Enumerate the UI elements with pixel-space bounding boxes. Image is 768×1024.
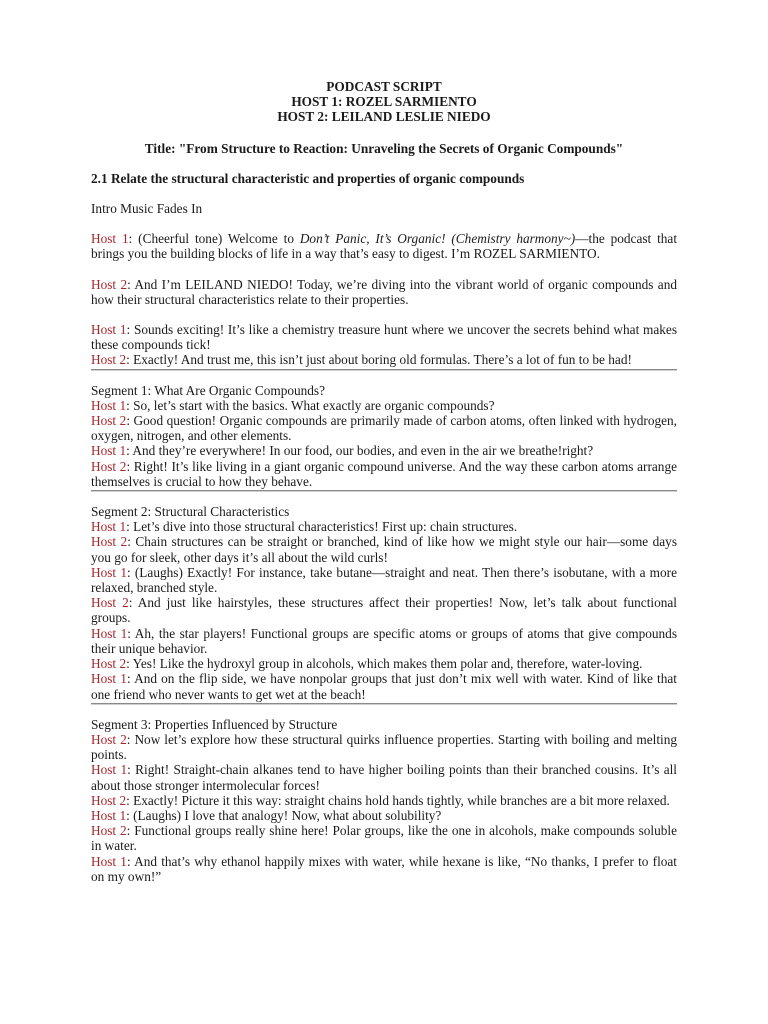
dialogue-line — [91, 808, 677, 823]
intro-line-4 — [91, 352, 677, 367]
speaker-label: Host 2 — [91, 656, 127, 672]
show-name: Don’t Panic, It’s Organic! (Chemistry harmony~) — [299, 231, 576, 247]
speaker-label: Host 2 — [91, 731, 127, 747]
dialogue-text: : Right! It’s like living in a giant organic compound universe. And the way these carbon atoms arrange themselves is crucial to how they behave. — [91, 458, 678, 489]
dialogue-text: : (Laughs) Exactly! For instance, take butane—straight and neat. Then there’s isobutane, with a more relaxed, branched style. — [91, 564, 678, 596]
intro-line-1 — [91, 231, 677, 261]
segment-divider — [91, 490, 677, 492]
speaker-label: Host 1 — [91, 519, 127, 535]
header-host-1: HOST 1: ROZEL SARMIENTO — [291, 94, 477, 110]
dialogue-text: : And I’m LEILAND NIEDO! Today, we’re diving into the vibrant world of organic compounds and how their structural characteristics relate to their properties. — [91, 276, 677, 307]
speaker-label: Host 2 — [91, 792, 127, 808]
speaker-label: Host 1 — [91, 671, 127, 687]
header-title: PODCAST SCRIPT — [326, 79, 442, 94]
dialogue-text: : And on the flip side, we have nonpolar groups that just don’t mix well with water. Kind of like that one friend who never wants to get wet at the beach! — [91, 671, 678, 702]
speaker-label: Host 1 — [91, 231, 129, 247]
dialogue-line — [91, 656, 677, 671]
dialogue-line — [91, 671, 677, 701]
dialogue-line — [91, 595, 677, 625]
speaker-label: Host 2 — [91, 595, 129, 611]
header-host-2: HOST 2: LEILAND LESLIE NIEDO — [277, 109, 491, 125]
speaker-label: Host 1 — [91, 397, 127, 413]
speaker-label: Host 2 — [91, 534, 128, 550]
speaker-label: Host 1 — [91, 807, 127, 823]
dialogue-text: : Functional groups really shine here! Polar groups, like the one in alcohols, make compounds soluble in water. — [91, 823, 677, 854]
speaker-label: Host 1 — [91, 762, 128, 778]
dialogue-text: : Now let’s explore how these structural quirks influence properties. Starting with boiling and melting points. — [91, 731, 678, 763]
dialogue-text: : Right! Straight-chain alkanes tend to have higher boiling points than their branched cousins. It’s all about those stronger intermolecular forces! — [91, 762, 677, 793]
speaker-label: Host 2 — [91, 352, 127, 368]
dialogue-text: : Yes! Like the hydroxyl group in alcohols, which makes them polar and, therefore, water-loving. — [126, 656, 643, 672]
dialogue-text: : Chain structures can be straight or branched, kind of like how we might style our hair—some days you go for sleek, other days it’s all about the wild curls! — [91, 534, 678, 565]
dialogue-text: : Let’s dive into those structural characteristics! First up: chain structures. — [126, 519, 518, 535]
speaker-label: Host 1 — [91, 322, 127, 338]
dialogue-line — [91, 762, 677, 792]
dialogue-line — [91, 823, 677, 853]
intro-cue: Intro Music Fades In — [91, 201, 203, 217]
speaker-label: Host 2 — [91, 823, 127, 839]
speaker-label: Host 1 — [91, 564, 127, 580]
dialogue-text: : (Laughs) I love that analogy! Now, what about solubility? — [126, 807, 442, 823]
dialogue-text: : So, let’s start with the basics. What exactly are organic compounds? — [126, 397, 495, 413]
dialogue-line — [91, 854, 677, 884]
dialogue-text: : Exactly! Picture it this way: straight chains hold hands tightly, while branches are a bit more relaxed. — [126, 792, 670, 808]
intro-line-3 — [91, 322, 677, 352]
dialogue-line — [91, 413, 677, 443]
segment-heading: Segment 1: What Are Organic Compounds? — [91, 382, 326, 398]
dialogue-text: : And they’re everywhere! In our food, our bodies, and even in the air we breathe!right? — [126, 443, 594, 459]
section-heading: 2.1 Relate the structural characteristic and properties of organic compounds — [91, 170, 525, 186]
episode-title: Title: "From Structure to Reaction: Unraveling the Secrets of Organic Compounds" — [144, 140, 624, 156]
dialogue-text: : Sounds exciting! It’s like a chemistry treasure hunt where we uncover the secrets behind what makes these compounds tick! — [91, 322, 678, 353]
segment-2 — [91, 504, 677, 702]
dialogue-line — [91, 459, 677, 489]
dialogue-line — [91, 565, 677, 595]
speaker-label: Host 2 — [91, 413, 127, 429]
segment-divider — [91, 703, 677, 705]
dialogue-line — [91, 519, 677, 534]
speaker-label: Host 2 — [91, 276, 128, 292]
dialogue-text: : Ah, the star players! Functional groups are specific atoms or groups of atoms that give compounds their unique behavior. — [91, 625, 678, 656]
speaker-label: Host 1 — [91, 625, 128, 641]
intro-line-2 — [91, 277, 677, 307]
dialogue-line — [91, 626, 677, 656]
segment-divider — [91, 369, 677, 371]
dialogue-line — [91, 443, 677, 458]
speaker-label: Host 1 — [91, 853, 127, 869]
dialogue-line — [91, 732, 677, 762]
dialogue-text: : Good question! Organic compounds are primarily made of carbon atoms, often linked with hydrogen, oxygen, nitrogen, and other elements. — [91, 413, 678, 444]
dialogue-text: —the podcast that brings you the building blocks of life in a way that’s easy to digest. I’m ROZEL SARMIENTO. — [91, 231, 678, 262]
dialogue-text: : (Cheerful tone) Welcome to — [128, 231, 300, 247]
dialogue-line — [91, 793, 677, 808]
speaker-label: Host 1 — [91, 443, 127, 459]
dialogue-text: : Exactly! And trust me, this isn’t just about boring old formulas. There’s a lot of fun to be had! — [126, 352, 632, 368]
segment-3 — [91, 717, 677, 884]
segment-1 — [91, 383, 677, 489]
dialogue-line — [91, 534, 677, 564]
segment-heading: Segment 3: Properties Influenced by Structure — [91, 716, 338, 732]
dialogue-text: : And that’s why ethanol happily mixes with water, while hexane is like, “No thanks, I prefer to float on my own!” — [91, 853, 678, 884]
speaker-label: Host 2 — [91, 458, 127, 474]
script-header — [91, 79, 677, 125]
dialogue-line — [91, 398, 677, 413]
segment-heading: Segment 2: Structural Characteristics — [91, 504, 290, 520]
dialogue-text: : And just like hairstyles, these structures affect their properties! Now, let’s talk about functional groups. — [91, 595, 677, 626]
